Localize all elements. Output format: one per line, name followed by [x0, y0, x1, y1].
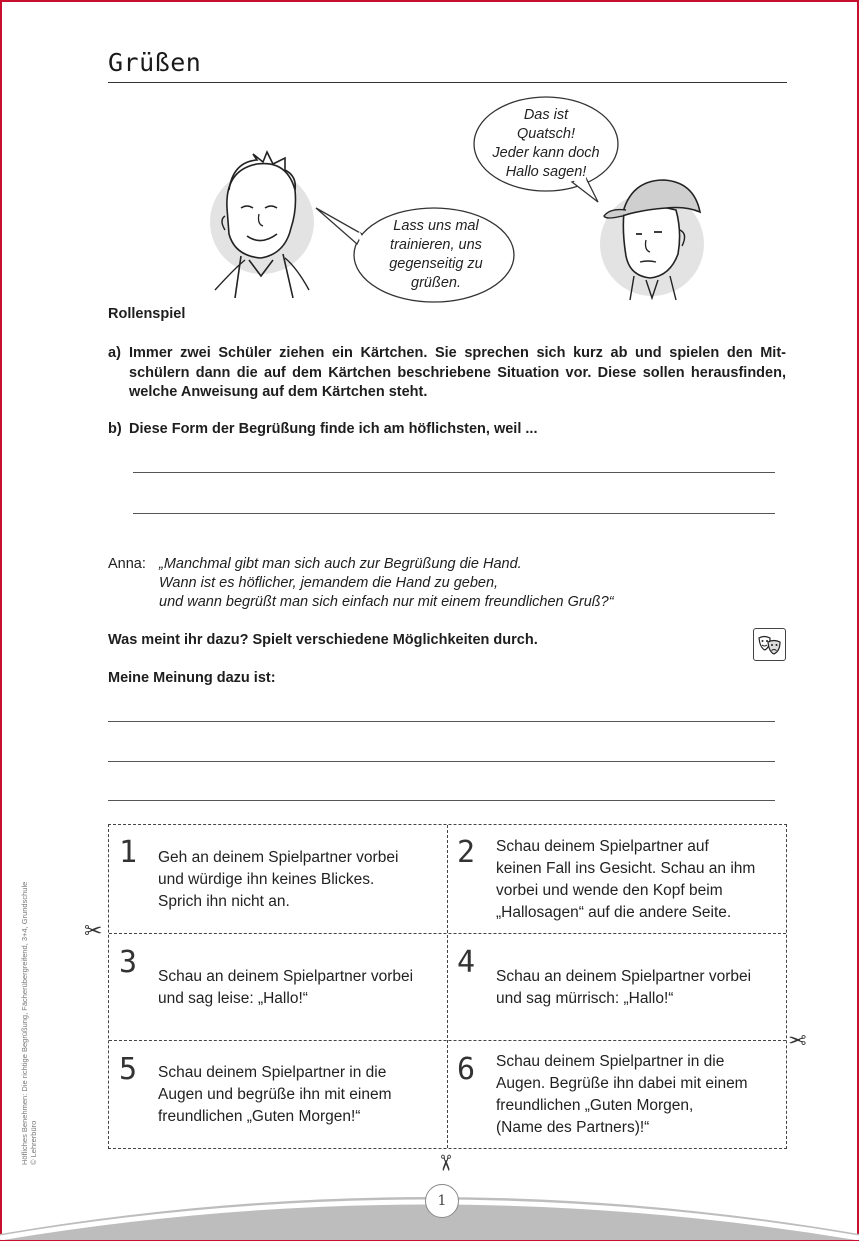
card-number: 6: [457, 1052, 476, 1087]
task-a: [108, 344, 786, 404]
opinion-prompt: Meine Meinung dazu ist:: [108, 670, 276, 686]
card-line: freundlichen „Guten Morgen!“: [158, 1108, 361, 1125]
card-line: (Name des Partners)!“: [496, 1119, 650, 1136]
writing-line[interactable]: [108, 761, 775, 762]
card-line: und sag mürrisch: „Hallo!“: [496, 990, 674, 1007]
card-text: [496, 836, 778, 924]
task-text: [129, 344, 786, 403]
page-title: Grüßen: [108, 48, 202, 77]
discussion-prompt: Was meint ihr dazu? Spielt verschiedene Möglichkeiten durch.: [108, 632, 538, 648]
card-line: Sprich ihn nicht an.: [158, 893, 290, 910]
quote-line: „Manchmal gibt man sich auch zur Begrüßung die Hand.: [159, 556, 522, 572]
card-line: freundlichen „Guten Morgen,: [496, 1097, 694, 1114]
role-card-6[interactable]: [447, 1040, 785, 1148]
quote-text: [159, 555, 719, 612]
title-underline: [108, 82, 787, 83]
task-text: Diese Form der Begrüßung finde ich am höflichsten, weil ...: [129, 421, 538, 437]
card-line: keinen Fall ins Gesicht. Schau an ihm: [496, 860, 756, 877]
bubble-line: Quatsch!: [516, 126, 576, 142]
bubble-line: gegenseitig zu: [389, 256, 483, 272]
card-line: und würdige ihn keines Blickes.: [158, 871, 375, 888]
card-line: Schau deinem Spielpartner in die: [158, 1064, 387, 1081]
card-number: 5: [119, 1052, 138, 1087]
card-text: [496, 1051, 778, 1139]
bubble-line: grüßen.: [411, 275, 461, 291]
task-b: [108, 420, 786, 440]
writing-line[interactable]: [108, 800, 775, 801]
card-line: vorbei und wende den Kopf beim: [496, 882, 723, 899]
right-bubble-text: [476, 106, 616, 182]
role-card-5[interactable]: [109, 1040, 447, 1148]
left-bubble-text: [362, 217, 510, 293]
card-line: Geh an deinem Spielpartner vorbei: [158, 849, 399, 866]
writing-line[interactable]: [133, 513, 775, 514]
section-heading: Rollenspiel: [108, 306, 186, 322]
role-card-2[interactable]: [447, 825, 785, 933]
card-line: „Hallosagen“ auf die andere Seite.: [496, 904, 732, 921]
role-cards-grid: [108, 824, 787, 1149]
card-number: 2: [457, 835, 476, 870]
speaker-label: Anna:: [108, 556, 146, 572]
task-label: b): [108, 421, 122, 437]
boy-left-illustration: [205, 150, 320, 300]
card-text: [158, 966, 440, 1010]
role-card-3[interactable]: [109, 933, 447, 1040]
side-note-line: © Lehrerbüro: [29, 1120, 38, 1165]
card-line: Augen. Begrüße ihn dabei mit einem: [496, 1075, 748, 1092]
side-note-line: Höfliches Benehmen: Die richtige Begrüßung, Fächerübergreifend, 3+4, Grundschule: [20, 881, 29, 1165]
page-number: 1: [425, 1184, 459, 1218]
bubble-line: Lass uns mal: [393, 218, 479, 234]
quote-line: und wann begrüßt man sich einfach nur mit einem freundlichen Gruß?“: [159, 594, 614, 610]
card-number: 4: [457, 945, 476, 980]
task-line: Immer zwei Schüler ziehen ein Kärtchen. Sie sprechen sich kurz ab und spielen den Mit-: [129, 345, 786, 361]
card-line: Schau deinem Spielpartner in die: [496, 1053, 725, 1070]
role-card-4[interactable]: [447, 933, 785, 1040]
bubble-line: Das ist: [523, 107, 569, 123]
task-line: welche Anweisung auf dem Kärtchen steht.: [129, 384, 428, 400]
task-label: a): [108, 345, 121, 361]
card-line: und sag leise: „Hallo!“: [158, 990, 308, 1007]
card-line: Augen und begrüße ihn mit einem: [158, 1086, 392, 1103]
task-line: schülern dann die auf dem Kärtchen beschriebene Situation vor. Diese sollen herausfinden,: [129, 364, 786, 381]
card-number: 1: [119, 835, 138, 870]
quote-line: Wann ist es höflicher, jemandem die Hand zu geben,: [159, 575, 499, 591]
role-card-1[interactable]: [109, 825, 447, 933]
theater-masks-icon: [753, 628, 786, 661]
scissors-icon: ✂: [433, 1153, 459, 1173]
card-line: Schau deinem Spielpartner auf: [496, 838, 709, 855]
card-line: Schau an deinem Spielpartner vorbei: [496, 968, 752, 985]
side-copyright-note: [20, 882, 38, 1165]
bubble-line: Jeder kann doch: [492, 145, 600, 161]
scissors-icon: ✂: [84, 918, 103, 943]
card-line: Schau an deinem Spielpartner vorbei: [158, 968, 414, 985]
card-text: [158, 847, 440, 913]
boy-right-illustration: [596, 172, 711, 302]
card-text: [496, 966, 778, 1010]
writing-line[interactable]: [133, 472, 775, 473]
card-text: [158, 1062, 440, 1128]
bubble-line: Hallo sagen!: [505, 164, 587, 180]
card-number: 3: [119, 945, 138, 980]
writing-line[interactable]: [108, 721, 775, 722]
bubble-line: trainieren, uns: [390, 237, 482, 253]
scissors-icon: ✂: [788, 1028, 807, 1053]
